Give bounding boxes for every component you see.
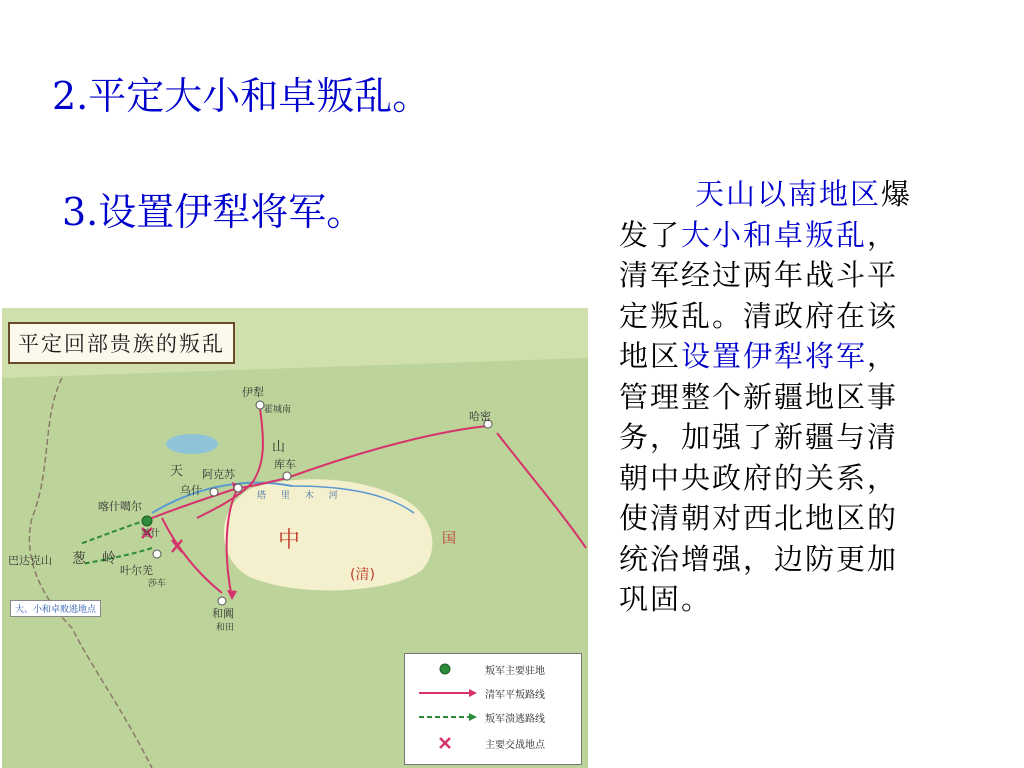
historical-map bbox=[2, 308, 588, 768]
place-kashgar: 喀什噶尔 bbox=[98, 500, 142, 513]
text-segment: 务，加强了新疆与清 bbox=[619, 420, 899, 454]
qing-route bbox=[162, 518, 222, 593]
highlight-region: 天山以南地区 bbox=[695, 177, 882, 211]
text-segment: ， bbox=[867, 339, 899, 373]
rebel-base-dot bbox=[142, 516, 152, 526]
legend-arrow-icon bbox=[413, 684, 483, 704]
text-segment: 清军经过两年战斗平 bbox=[619, 258, 899, 292]
qing-route bbox=[497, 433, 586, 548]
city-dot bbox=[210, 488, 218, 496]
legend-rebel-route bbox=[413, 708, 579, 728]
rebel-route bbox=[80, 520, 147, 544]
place-huocheng: 霍城南 bbox=[264, 405, 292, 415]
legend-dot-icon bbox=[413, 660, 483, 680]
city-dot bbox=[234, 484, 242, 492]
text-segment: 定叛乱。清政府在该 bbox=[619, 298, 899, 333]
place-tian: 天 bbox=[170, 464, 184, 479]
heading-yili-general: 3.设置伊犁将军。 bbox=[62, 190, 365, 234]
legend-dashed-arrow-icon bbox=[413, 708, 483, 728]
city-dot bbox=[218, 597, 226, 605]
highlight-yili-general: 设置伊犁将军 bbox=[681, 339, 868, 373]
place-qing: (清) bbox=[350, 567, 375, 583]
text-segment: 发了 bbox=[619, 217, 682, 252]
place-cong: 葱 bbox=[72, 551, 86, 567]
city-dot bbox=[256, 401, 264, 409]
city-dot bbox=[283, 472, 291, 480]
legend-label: 主要交战地点 bbox=[485, 740, 545, 751]
place-hotan: 和阗 bbox=[212, 607, 234, 620]
text-segment: 统治增强，边防更加 bbox=[619, 541, 899, 576]
text-segment: ， bbox=[867, 217, 899, 252]
place-hami: 哈密 bbox=[469, 410, 491, 423]
map-legend bbox=[404, 653, 582, 765]
legend-battle bbox=[413, 734, 579, 754]
place-ling: 岭 bbox=[102, 551, 116, 567]
place-shache: 莎车 bbox=[148, 579, 167, 589]
place-tarim: 塔 里 木 河 bbox=[257, 491, 344, 501]
legend-label: 叛军主要驻地 bbox=[485, 666, 545, 677]
battle-mark bbox=[172, 540, 182, 552]
legend-cross-icon bbox=[413, 734, 483, 754]
text-segment: 朝中央政府的关系， bbox=[619, 460, 899, 495]
legend-rebel-base bbox=[413, 660, 579, 680]
place-hetian: 和田 bbox=[216, 623, 235, 633]
text-segment: 管理整个新疆地区事 bbox=[619, 379, 899, 414]
place-guo: 国 bbox=[442, 531, 456, 547]
place-zhong: 中 bbox=[278, 528, 301, 553]
place-yili: 伊犁 bbox=[242, 386, 264, 399]
text-segment: 巩固。 bbox=[619, 582, 713, 616]
legend-label: 叛军溃逃路线 bbox=[485, 714, 545, 725]
route-arrowhead bbox=[227, 590, 237, 600]
map-title: 平定回部贵族的叛乱 bbox=[8, 322, 235, 364]
note-escape-site: 大、小和卓败逃地点 bbox=[10, 600, 101, 617]
description-paragraph bbox=[619, 174, 985, 620]
place-badaxshan: 巴达克山 bbox=[8, 554, 52, 567]
legend-label: 清军平叛路线 bbox=[485, 690, 545, 701]
highlight-rebellion: 大小和卓叛乱 bbox=[681, 217, 868, 252]
place-wushi: 乌什 bbox=[180, 484, 202, 497]
lake bbox=[166, 434, 218, 454]
place-kuche: 库车 bbox=[274, 458, 296, 471]
text-segment: 使清朝对西北地区的 bbox=[619, 501, 899, 535]
text-segment: 地区 bbox=[619, 339, 682, 373]
city-dot bbox=[153, 550, 161, 558]
place-akesu: 阿克苏 bbox=[202, 468, 235, 481]
place-shan: 山 bbox=[272, 440, 286, 455]
place-yarkand: 叶尔羌 bbox=[120, 564, 153, 577]
place-kashi: 喀什 bbox=[142, 529, 161, 539]
text-segment: 爆 bbox=[881, 177, 913, 211]
legend-qing-route bbox=[413, 684, 579, 704]
heading-pacify-rebellion: 2.平定大小和卓叛乱。 bbox=[52, 74, 431, 118]
